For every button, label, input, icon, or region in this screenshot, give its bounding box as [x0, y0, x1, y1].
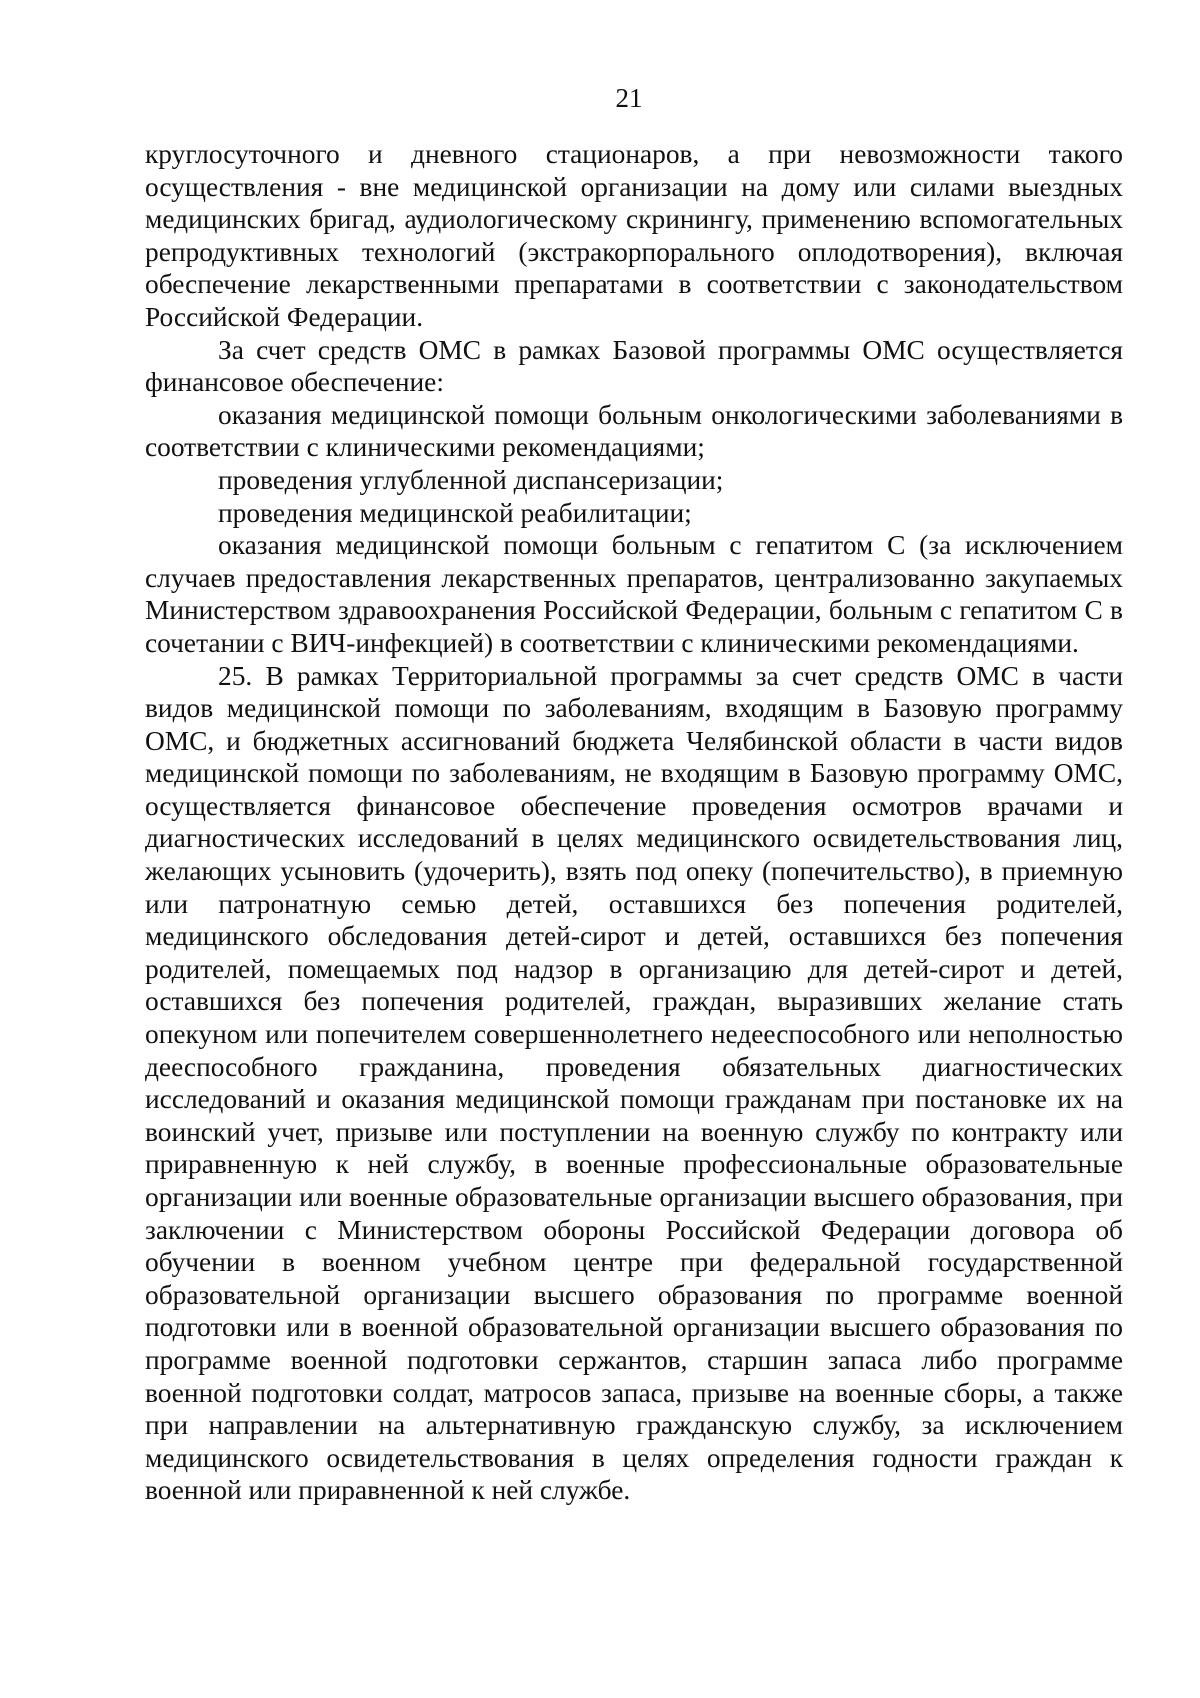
paragraph-continuation: круглосуточного и дневного стационаров, а при невозможности такого осуществления - вне медицинской организации на дому или силами выездных медицинских бригад, аудиологическому скринингу, применению вспомогательных репродуктивных технологий (экстракорпорального оплодотворения), включая обеспечение лекарственными препаратами в соответствии с законодательством Российской Федерации.	[145, 139, 1123, 332]
paragraph-hepatitis-c: оказания медицинской помощи больным с гепатитом С (за исключением случаев предоставления лекарственных препаратов, централизованно закупаемых Министерством здравоохранения Российской Федерации, больным с гепатитом С в сочетании с ВИЧ-инфекцией) в соответствии с клиническими рекомендациями.	[145, 530, 1123, 658]
paragraph-rehabilitation: проведения медицинской реабилитации;	[218, 497, 692, 528]
page-number: 21	[615, 83, 643, 113]
document-body	[145, 138, 1123, 1507]
paragraph-item-25: 25. В рамках Территориальной программы за счет средств ОМС в части видов медицинской помощи по заболеваниям, входящим в Базовую программу ОМС, и бюджетных ассигнований бюджета Челябинской области в части видов медицинской помощи по заболеваниям, не входящим в Базовую программу ОМС, осуществляется финансовое обеспечение проведения осмотров врачами и диагностических исследований в целях медицинского освидетельствования лиц, желающих усыновить (удочерить), взять под опеку (попечительство), в приемную или патронатную семью детей, оставшихся без попечения родителей, медицинского обследования детей-сирот и детей, оставшихся без попечения родителей, помещаемых под надзор в организацию для детей-сирот и детей, оставшихся без попечения родителей, граждан, выразивших желание стать опекуном или попечителем совершеннолетнего недееспособного или неполностью дееспособного гражданина, проведения обязательных диагностических исследований и оказания медицинской помощи гражданам при постановке их на воинский учет, призыве или поступлении на военную службу по контракту или приравненную к ней службу, в военные профессиональные образовательные организации или военные образовательные организации высшего образования, при заключении с Министерством обороны Российской Федерации договора об обучении в военном учебном центре при федеральной государственной образовательной организации высшего образования по программе военной подготовки или в военной образовательной организации высшего образования по программе военной подготовки сержантов, старшин запаса либо программе военной подготовки солдат, матросов запаса, призыве на военные сборы, а также при направлении на альтернативную гражданскую службу, за исключением медицинского освидетельствования в целях определения годности граждан к военной или приравненной к ней службе.	[145, 660, 1123, 1506]
paragraph-oncology-care: оказания медицинской помощи больным онкологическими заболеваниями в соответствии с клиническими рекомендациями;	[145, 399, 1123, 463]
paragraph-in-depth-checkup: проведения углубленной диспансеризации;	[218, 464, 724, 495]
paragraph-oms-financing: За счет средств ОМС в рамках Базовой программы ОМС осуществляется финансовое обеспечение:	[145, 334, 1123, 398]
